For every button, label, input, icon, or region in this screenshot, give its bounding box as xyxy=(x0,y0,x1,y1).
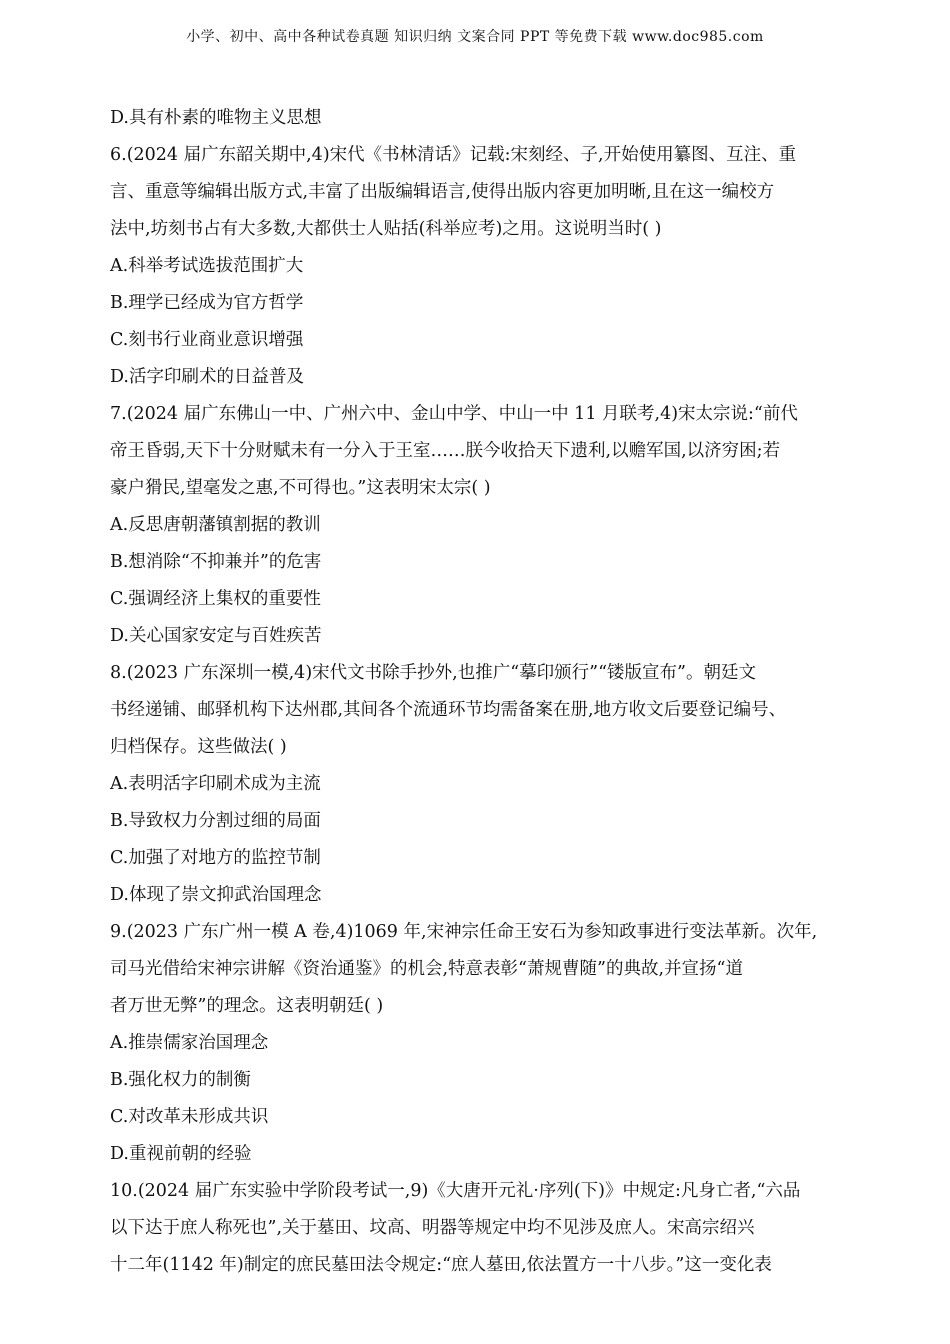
answer-option: D.关心国家安定与百姓疾苦 xyxy=(110,626,322,646)
prev-question-option-d: D.具有朴素的唯物主义思想 xyxy=(110,108,322,128)
answer-option: D.重视前朝的经验 xyxy=(110,1144,252,1164)
question-block xyxy=(110,655,850,914)
answer-option: A.表明活字印刷术成为主流 xyxy=(110,774,321,794)
question-stem-line: 书经递铺、邮驿机构下达州郡,其间各个流通环节均需备案在册,地方收文后要登记编号、 xyxy=(110,700,787,720)
answer-option: D.体现了崇文抑武治国理念 xyxy=(110,885,322,905)
answer-option: A.科举考试选拔范围扩大 xyxy=(110,256,304,276)
question-stem-line: 言、重意等编辑出版方式,丰富了出版编辑语言,使得出版内容更加明晰,且在这一编校方 xyxy=(110,182,775,202)
page-header: 小学、初中、高中各种试卷真题 知识归纳 文案合同 PPT 等免费下载 www.doc985.com xyxy=(186,29,764,45)
question-block xyxy=(110,396,850,655)
question-stem-line: 6.(2024 届广东韶关期中,4)宋代《书林清话》记载:宋刻经、子,开始使用纂图、互注、重 xyxy=(110,145,797,165)
question-list xyxy=(110,137,850,1284)
answer-option: C.刻书行业商业意识增强 xyxy=(110,330,304,350)
answer-option: D.活字印刷术的日益普及 xyxy=(110,367,304,387)
question-stem-line: 7.(2024 届广东佛山一中、广州六中、金山中学、中山一中 11 月联考,4)宋太宗说:“前代 xyxy=(110,404,798,424)
document-body xyxy=(110,100,850,1284)
question-block xyxy=(110,914,850,1173)
question-stem-line: 10.(2024 届广东实验中学阶段考试一,9)《大唐开元礼·序列(下)》中规定:凡身亡者,“六品 xyxy=(110,1181,801,1201)
question-stem-line: 法中,坊刻书占有大多数,大都供士人贴括(科举应考)之用。这说明当时( ) xyxy=(110,219,662,239)
question-stem-line: 以下达于庶人称死也”,关于墓田、坟高、明器等规定中均不见涉及庶人。宋高宗绍兴 xyxy=(110,1218,755,1238)
answer-option: C.强调经济上集权的重要性 xyxy=(110,589,321,609)
answer-option: B.导致权力分割过细的局面 xyxy=(110,811,321,831)
question-stem-line: 9.(2023 广东广州一模 A 卷,4)1069 年,宋神宗任命王安石为参知政事进行变法革新。次年, xyxy=(110,922,818,942)
question-block xyxy=(110,137,850,396)
question-stem-line: 归档保存。这些做法( ) xyxy=(110,737,287,757)
question-stem-line: 司马光借给宋神宗讲解《资治通鉴》的机会,特意表彰“萧规曹随”的典故,并宣扬“道 xyxy=(110,959,743,979)
answer-option: B.想消除“不抑兼并”的危害 xyxy=(110,552,322,572)
answer-option: A.推崇儒家治国理念 xyxy=(110,1033,269,1053)
answer-option: A.反思唐朝藩镇割据的教训 xyxy=(110,515,321,535)
question-stem-line: 豪户猾民,望毫发之惠,不可得也。”这表明宋太宗( ) xyxy=(110,478,491,498)
answer-option: B.强化权力的制衡 xyxy=(110,1070,251,1090)
answer-option: C.对改革未形成共识 xyxy=(110,1107,269,1127)
answer-option: C.加强了对地方的监控节制 xyxy=(110,848,321,868)
question-block xyxy=(110,1173,850,1284)
question-stem-line: 帝王昏弱,天下十分财赋未有一分入于王室……朕今收拾天下遗利,以赡军国,以济穷困;若 xyxy=(110,441,781,461)
question-stem-line: 者万世无弊”的理念。这表明朝廷( ) xyxy=(110,996,384,1016)
question-stem-line: 十二年(1142 年)制定的庶民墓田法令规定:“庶人墓田,依法置方一十八步。”这一变化表 xyxy=(110,1255,772,1275)
question-stem-line: 8.(2023 广东深圳一模,4)宋代文书除手抄外,也推广“摹印颁行”“镂版宣布”。朝廷文 xyxy=(110,663,756,683)
answer-option: B.理学已经成为官方哲学 xyxy=(110,293,304,313)
